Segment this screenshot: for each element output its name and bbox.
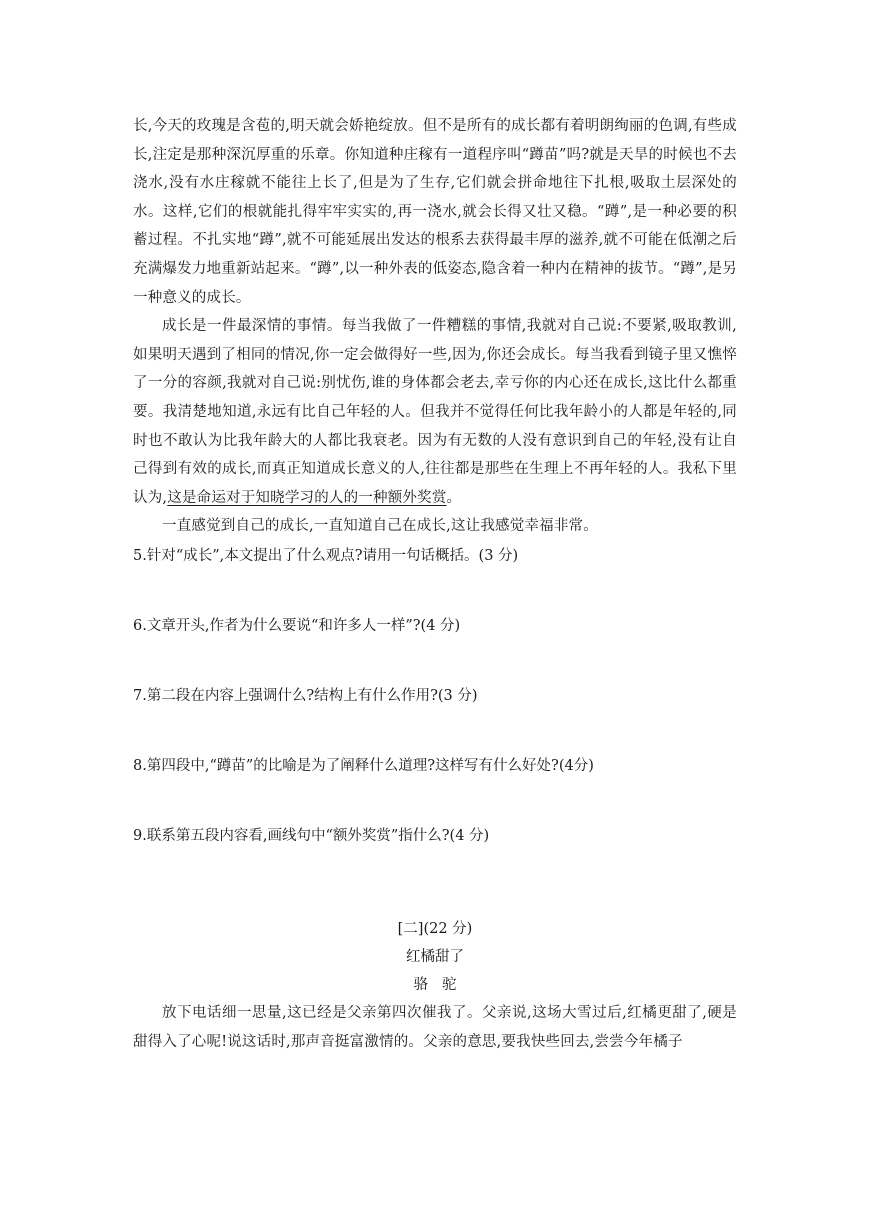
section-spacer (133, 849, 737, 915)
section-heading: [二](22 分) (397, 920, 473, 937)
question-9: 9.联系第五段内容看,画线句中“额外奖赏”指什么?(4 分) (133, 827, 490, 844)
question-6: 6.文章开头,作者为什么要说“和许多人一样”?(4 分) (133, 617, 461, 634)
answer-space (133, 569, 737, 613)
document-page (133, 112, 737, 1056)
question-8: 8.第四段中,“蹲苗”的比喻是为了阐释什么道理?这样写有什么好处?(4分) (133, 757, 594, 774)
article-title: 红橘甜了 (406, 948, 464, 965)
passage-paragraph-4: 长,今天的玫瑰是含苞的,明天就会娇艳绽放。但不是所有的成长都有着明朗绚丽的色调,有些成长,注定是那种深沉厚重的乐章。你知道种庄稼有一道程序叫“蹲苗”吗?就是天旱的时候也不去浇水,没有水庄稼就不能往上长了,但是为了生存,它们就会拼命地往下扎根,吸取土层深处的水。这样,它们的根就能扎得牢牢实实的,再一浇水,就会长得又壮又稳。“蹲”,是一种必要的积蓄过程。不扎实地“蹲”,就不可能延展出发达的根系去获得最丰厚的滋养,就不可能在低潮之后充满爆发力地重新站起来。“蹲”,以一种外表的低姿态,隐含着一种内在精神的拔节。“蹲”,是另一种意义的成长。 (133, 118, 737, 306)
passage-paragraph-5 (133, 312, 737, 512)
passage-paragraph-6: 一直感觉到自己的成长,一直知道自己在成长,这让我感觉幸福非常。 (162, 518, 598, 535)
article-author: 骆驼 (413, 976, 471, 993)
question-5: 5.针对“成长”,本文提出了什么观点?请用一句话概括。(3 分) (133, 547, 519, 564)
paragraph-5-end: 。 (446, 489, 462, 506)
answer-space (133, 709, 737, 753)
paragraph-5-text: 成长是一件最深情的事情。每当我做了一件糟糕的事情,我就对自己说:不要紧,吸取教训,如果明天遇到了相同的情况,你一定会做得好一些,因为,你还会成长。每当我看到镜子里又憔悴了一分的容颜,我就对自己说:别忧伤,谁的身体都会老去,幸亏你的内心还在成长,这比什么都重要。我清楚地知道,永远有比自己年轻的人。但我并不觉得任何比我年龄小的人都是年轻的,同时也不敢认为比我年龄大的人都比我衰老。因为有无数的人没有意识到自己的年轻,没有让自己得到有效的成长,而真正知道成长意义的人,往往都是那些在生理上不再年轻的人。我私下里认为, (133, 318, 737, 506)
answer-space (133, 639, 737, 683)
answer-space (133, 779, 737, 823)
question-7: 7.第二段在内容上强调什么?结构上有什么作用?(3 分) (133, 687, 478, 704)
underlined-sentence: 这是命运对于知晓学习的人的一种额外奖赏 (167, 489, 447, 506)
article-paragraph-1: 放下电话细一思量,这已经是父亲第四次催我了。父亲说,这场大雪过后,红橘更甜了,硬是甜得入了心呢!说这话时,那声音挺富激情的。父亲的意思,要我快些回去,尝尝今年橘子 (133, 1004, 737, 1050)
